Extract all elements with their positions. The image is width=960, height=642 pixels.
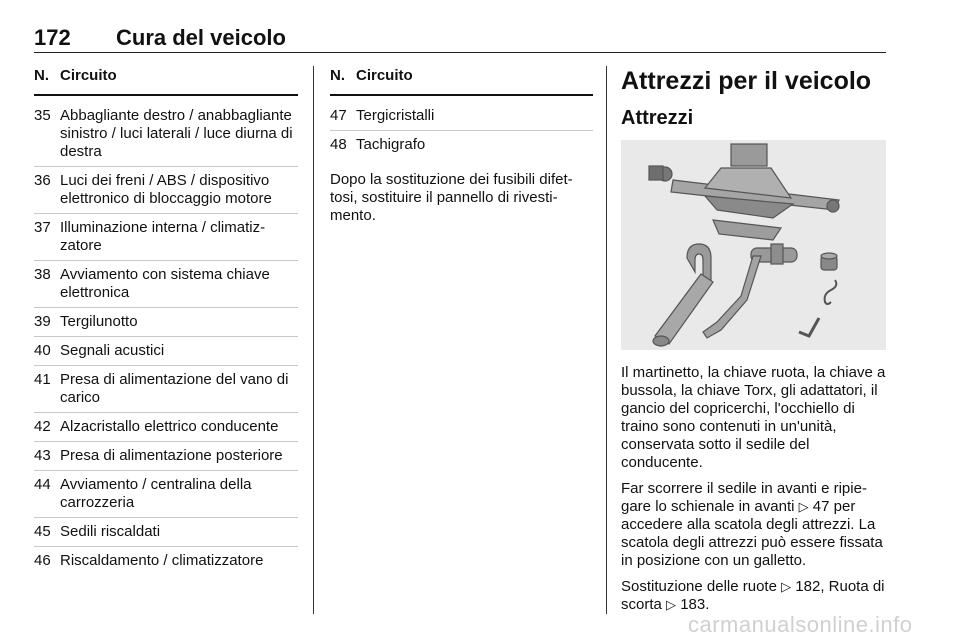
para3-text-a: Sostituzione delle ruote — [621, 578, 782, 595]
fuse-circuit: Sedili riscaldati — [60, 523, 161, 540]
fuse-number: 47 — [330, 107, 347, 124]
fuse-circuit: Tergicristalli — [356, 107, 435, 124]
table-row — [34, 308, 298, 337]
triangle-arrow-icon: ▷ — [666, 597, 677, 612]
header-n: N. — [330, 67, 345, 84]
table-header — [330, 66, 593, 96]
fuse-rows — [34, 102, 298, 575]
table-header — [34, 66, 298, 96]
fuse-number: 38 — [34, 266, 51, 283]
fuse-circuit: Avviamento / centralina della carrozzeria — [60, 476, 252, 511]
para3-text-b: , Ruota di scorta — [621, 578, 885, 613]
para2-text-b: per accedere alla scatola degli attrezzi. La scatola degli attrezzi può essere fissata in posizione con un galletto. — [621, 498, 883, 569]
tools-illustration-svg — [621, 140, 886, 350]
fuse-number: 42 — [34, 418, 51, 435]
page-reference-link[interactable]: 183 — [680, 596, 706, 613]
page-reference-link[interactable]: 182 — [795, 578, 821, 595]
para3-text-c: . — [705, 596, 710, 613]
triangle-arrow-icon: ▷ — [798, 499, 809, 514]
fuse-circuit: Presa di alimentazione posteriore — [60, 447, 283, 464]
tools-section — [621, 66, 886, 622]
tools-paragraph-1: Il martinetto, la chiave ruota, la chiave a bussola, la chiave Torx, gli adattatori, il gancio del copricerchi, l'occhiello di traino sono contenuti in un'unità, conservata sotto il sedile del conducente. — [621, 364, 886, 471]
watermark: carmanualsonline.info — [688, 612, 913, 637]
fuse-circuit: Illuminazione interna / climatizzatore — [60, 219, 266, 254]
fuse-table-left — [34, 66, 298, 575]
column-divider — [606, 66, 607, 614]
fuse-number: 46 — [34, 552, 51, 569]
table-row — [34, 518, 298, 547]
socket-wrench-illustration — [703, 244, 797, 338]
fuse-number: 35 — [34, 107, 51, 124]
jack-illustration — [649, 144, 839, 240]
fuse-number: 39 — [34, 313, 51, 330]
header-n: N. — [34, 67, 49, 84]
fuse-number: 45 — [34, 523, 51, 540]
section-title: Cura del veicolo — [116, 25, 286, 50]
tools-paragraph-3 — [621, 578, 886, 614]
table-row — [34, 337, 298, 366]
header-circuit: Circuito — [60, 67, 117, 84]
fuse-circuit: Presa di alimentazione del vano di carico — [60, 371, 289, 406]
tools-subheading: Attrezzi — [621, 107, 694, 129]
table-row — [330, 131, 593, 159]
table-row — [34, 471, 298, 518]
table-row — [34, 167, 298, 214]
table-row — [34, 366, 298, 413]
torx-key-illustration — [799, 318, 819, 336]
fuse-number: 41 — [34, 371, 51, 388]
tools-heading: Attrezzi per il veicolo — [621, 67, 872, 95]
table-row — [34, 547, 298, 575]
table-row — [330, 102, 593, 131]
fuse-number: 37 — [34, 219, 51, 236]
fuse-number: 43 — [34, 447, 51, 464]
table-row — [34, 413, 298, 442]
fuse-circuit: Segnali acustici — [60, 342, 165, 359]
table-row — [34, 102, 298, 167]
header-circuit: Circuito — [356, 67, 413, 84]
fuse-number: 40 — [34, 342, 51, 359]
fuse-number: 48 — [330, 136, 347, 153]
page-header — [34, 24, 886, 53]
fuse-table-middle — [330, 66, 593, 233]
hubcap-hook-illustration — [825, 280, 837, 304]
fuse-note: Dopo la sostituzione dei fusibili difettosi, sostituire il pannello di rivestimento. — [330, 171, 573, 224]
triangle-arrow-icon: ▷ — [781, 579, 792, 594]
fuse-circuit: Avviamento con sistema chiave elettronica — [60, 266, 270, 301]
fuse-circuit: Abbagliante destro / anabbagliante sinistro / luci laterali / luce diurna di destra — [60, 107, 293, 160]
fuse-rows — [330, 102, 593, 159]
page-number: 172 — [34, 25, 71, 50]
fuse-number: 44 — [34, 476, 51, 493]
fuse-circuit: Tachigrafo — [356, 136, 426, 153]
adapter-illustration — [821, 253, 837, 270]
fuse-circuit: Alzacristallo elettrico conducente — [60, 418, 279, 435]
fuse-number: 36 — [34, 172, 51, 189]
fuse-circuit: Luci dei freni / ABS / dispositivo elettronico di bloccaggio motore — [60, 172, 272, 207]
page-reference-link[interactable]: 47 — [812, 498, 830, 515]
column-divider — [313, 66, 314, 614]
table-row — [34, 261, 298, 308]
fuse-circuit: Tergilunotto — [60, 313, 138, 330]
table-row — [34, 214, 298, 261]
fuse-circuit: Riscaldamento / climatizzatore — [60, 552, 264, 569]
tools-illustration — [621, 140, 886, 350]
table-row — [34, 442, 298, 471]
para2-text-a: Far scorrere il sedile in avanti e ripiegare lo schienale in avanti — [621, 480, 867, 515]
tools-paragraph-2 — [621, 480, 886, 570]
